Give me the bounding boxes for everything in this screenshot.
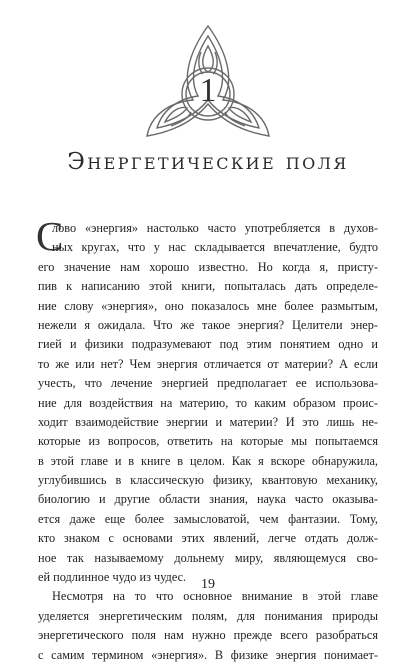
text-line: кто знаком с основами этих явлений, легче отдать долж- [38,531,378,546]
text-line: Несмотря на то что основное внимание в этой главе [52,589,378,604]
chapter-number: 1 [199,72,217,109]
text-line: энергетического поля нам нужно прежде всего разобраться [38,628,378,643]
text-line: ется даже еще более замысловатой, чем фантазии. Тому, [38,511,378,526]
text-line: гией и физики подразумевают под этим понятием одно и [38,337,378,352]
text-line: ное так называемому дольнему миру, являющемуся сво- [38,550,378,565]
text-line: учесть, что лечение энергией предполагает ее использова- [38,376,378,391]
chapter-title: Энергетические поля [67,149,349,175]
text-line: в этой главе и в книге в целом. Как я вскоре обнаружила, [38,453,378,468]
text-line: углубившись в классическую физику, квантовую механику, [38,473,378,488]
text-line: лово «энергия» настолько часто употребляется в духов- [52,221,378,235]
text-line: ходит взаимодействие энергии и материи? И это лишь не- [38,414,378,429]
text-line: с самим термином «энергия». В физике энергия понимает- [38,647,378,662]
paragraph-1 [36,213,378,587]
text-line: то же или нет? Чем энергия отличается от материи? А если [38,356,378,371]
text-line: ей подлинное чудо из чудес. [38,570,187,585]
text-line: пив к написанию этой книги, попыталась дать определе- [38,279,378,294]
page-number: 19 [201,577,215,592]
text-line: биологию и другие области знания, наука часто оказыва- [38,492,378,507]
text-line: ние слову «энергия», оно показалось мне более размытым, [38,298,378,313]
text-line: ние для воздействия на материю, то каким образом проис- [38,395,378,410]
body-text [36,213,378,665]
paragraph-2 [38,587,378,665]
text-line: ных кругах, что у нас складывается впечатление, будто [52,240,378,255]
text-line: которые из вопросов, ответить на которые мы попытаемся [38,434,378,449]
text-line: уделяется энергетическим полям, для понимания природы [38,608,378,623]
text-line: его значение нам хорошо известно. Но когда я, присту- [38,259,378,274]
drop-cap: С [36,213,64,259]
text-line: нежели я ожидала. Что же такое энергия? Целители энер- [38,317,378,332]
